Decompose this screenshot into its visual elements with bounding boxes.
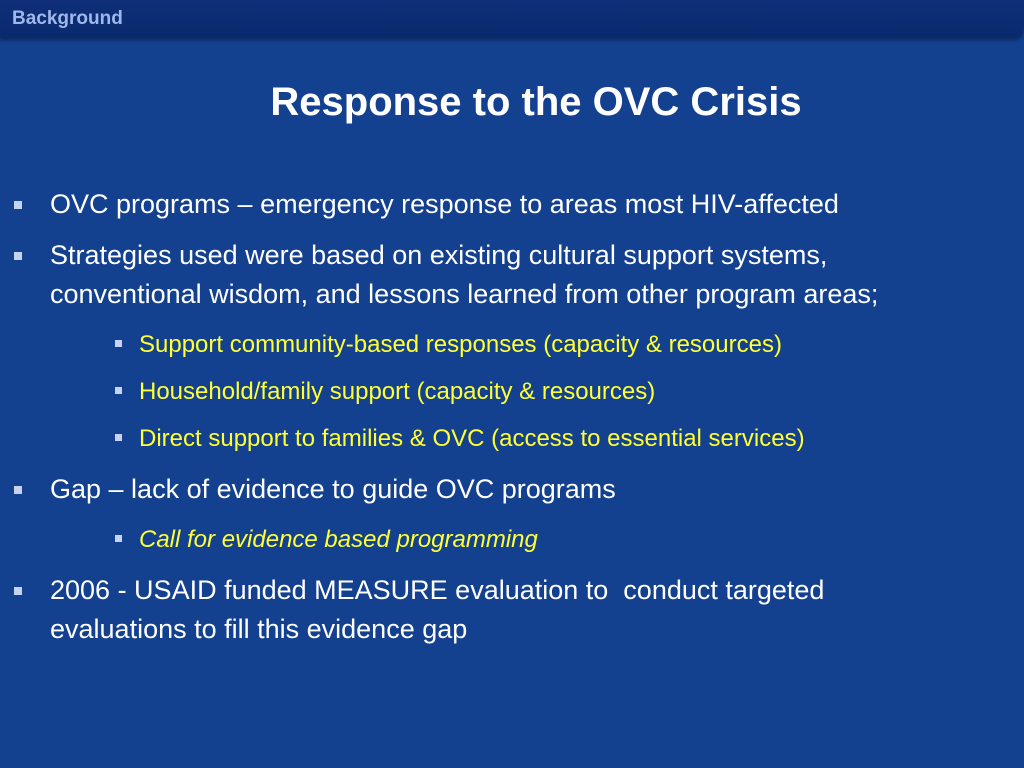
bullet-marker-icon [14, 587, 22, 595]
bullet-text-line: conventional wisdom, and lessons learned from other program areas; [50, 279, 879, 309]
sub-bullet-marker-icon [115, 340, 122, 347]
bullet-item [50, 236, 1020, 314]
sub-bullet-text: Direct support to families & OVC (access to essential services) [139, 425, 805, 452]
sub-bullet-marker-icon [115, 535, 122, 542]
bullet-text: OVC programs – emergency response to areas most HIV-affected [50, 189, 839, 219]
sub-bullet-text: Support community-based responses (capacity & resources) [139, 331, 782, 358]
bullet-text-line: 2006 - USAID funded MEASURE evaluation to conduct targeted [50, 575, 825, 605]
header-bar [0, 0, 1024, 38]
bullet-item [50, 571, 1010, 649]
bullet-item [50, 470, 1010, 509]
bullet-text-line: Strategies used were based on existing cultural support systems, [50, 240, 828, 270]
bullet-text-line: evaluations to fill this evidence gap [50, 614, 468, 644]
bullet-marker-icon [14, 252, 22, 260]
sub-bullet-text: Household/family support (capacity & resources) [139, 378, 656, 405]
slide-title: Response to the OVC Crisis [270, 80, 802, 124]
bullet-marker-icon [14, 486, 22, 494]
sub-bullet-text: Call for evidence based programming [139, 526, 538, 553]
section-label: Background [12, 8, 123, 29]
bullet-text: Gap – lack of evidence to guide OVC programs [50, 474, 616, 504]
sub-bullet-marker-icon [115, 387, 122, 394]
bullet-item [50, 185, 1010, 224]
sub-bullet-marker-icon [115, 434, 122, 441]
bullet-marker-icon [14, 201, 22, 209]
